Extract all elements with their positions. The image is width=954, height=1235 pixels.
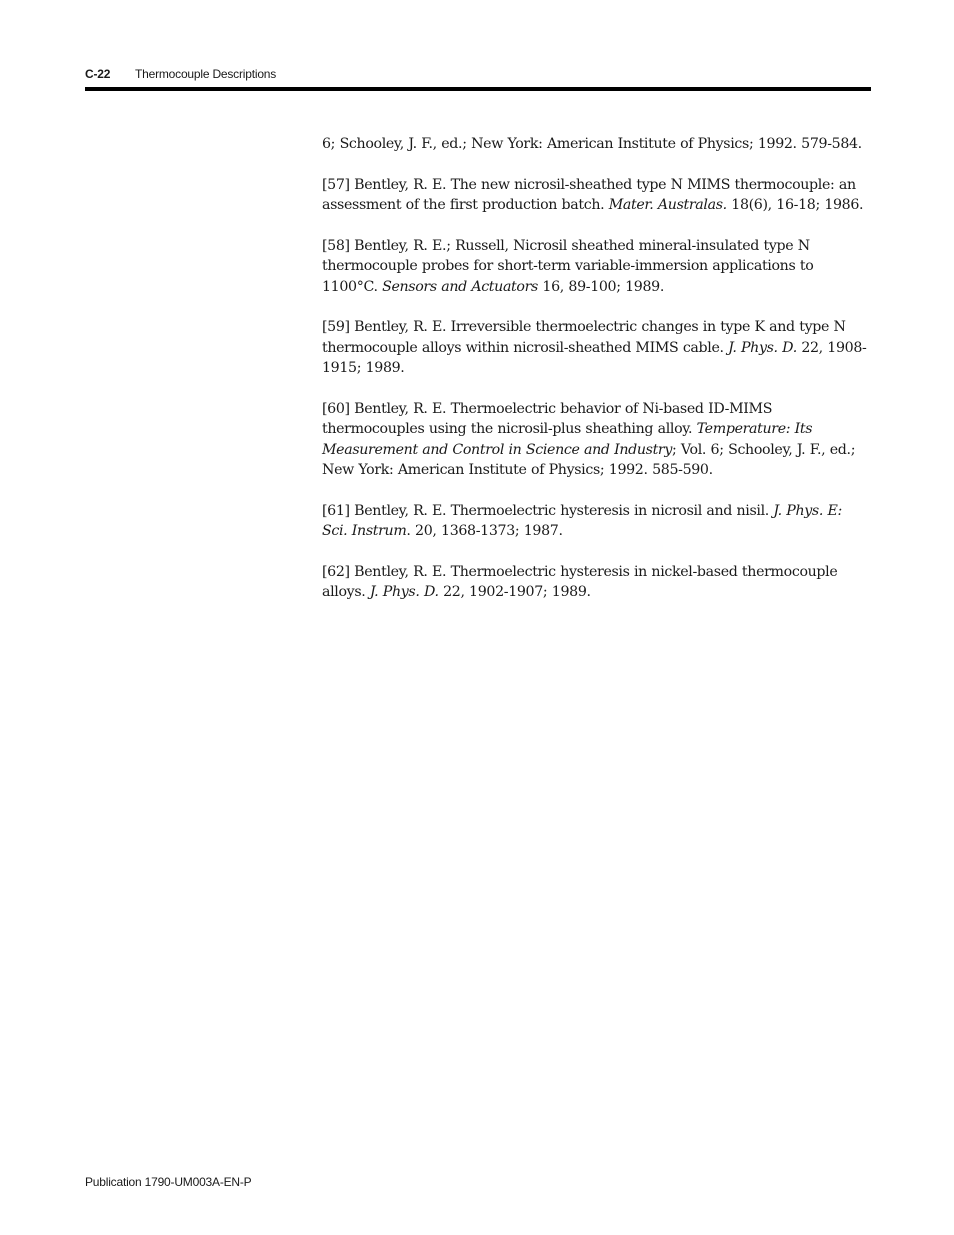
reference-source-title: Temperature: Its Measurement and Control in Science and Industry [322, 421, 813, 458]
reference-ref-57 [322, 175, 870, 216]
reference-ref-62 [322, 562, 870, 603]
reference-source-title: J. Phys. E: Sci. Instrum [322, 502, 842, 539]
reference-ref-59 [322, 317, 870, 379]
reference-text: 22, 1908-1915; 1989. [322, 339, 867, 376]
reference-ref-58 [322, 236, 870, 298]
reference-source-title: J. Phys. D. [728, 339, 797, 356]
reference-source-title: J. Phys. D. [369, 584, 439, 600]
reference-text: 16, 89-100; 1989. [537, 278, 664, 295]
reference-ref-cont [322, 134, 870, 155]
reference-text: [59] Bentley, R. E. Irreversible thermoelectric changes in type K and type N thermocouple alloys within nicrosil-sheathed MIMS cable. [322, 319, 846, 356]
reference-text: [60] Bentley, R. E. Thermoelectric behavior of Ni-based ID-MIMS thermocouples using the nicrosil-plus sheathing alloy. [322, 400, 773, 437]
reference-text: [57] Bentley, R. E. The new nicrosil-sheathed type N MIMS thermocouple: an assessment of the first production batch. [322, 176, 856, 213]
page-header [85, 66, 871, 86]
reference-ref-60 [322, 399, 870, 481]
reference-text: [61] Bentley, R. E. Thermoelectric hysteresis in nicrosil and nisil. [322, 502, 774, 519]
section-title: Thermocouple Descriptions [135, 67, 277, 81]
reference-source-title: Mater. Australas. [608, 197, 727, 213]
publication-footer: Publication 1790-UM003A-EN-P [85, 1175, 252, 1189]
reference-text: . 20, 1368-1373; 1987. [406, 523, 563, 539]
header-rule [85, 87, 871, 91]
reference-text: 18(6), 16-18; 1986. [726, 197, 864, 213]
reference-text: 22, 1902-1907; 1989. [438, 584, 591, 600]
reference-text: [62] Bentley, R. E. Thermoelectric hysteresis in nickel-based thermocouple alloys. [322, 563, 838, 600]
reference-text: 6; Schooley, J. F., ed.; New York: American Institute of Physics; 1992. 579-584. [322, 136, 862, 152]
reference-text: [58] Bentley, R. E.; Russell, Nicrosil sheathed mineral-insulated type N thermocouple probes for short-term variable-immersion applications to 1100°C. [322, 237, 814, 295]
reference-list [322, 134, 870, 623]
page-number: C-22 [85, 67, 111, 81]
reference-text: ; Vol. 6; Schooley, J. F., ed.; New York: American Institute of Physics; 1992. 585-590. [322, 441, 856, 478]
reference-ref-61 [322, 501, 870, 542]
reference-source-title: Sensors and Actuators [382, 278, 538, 295]
